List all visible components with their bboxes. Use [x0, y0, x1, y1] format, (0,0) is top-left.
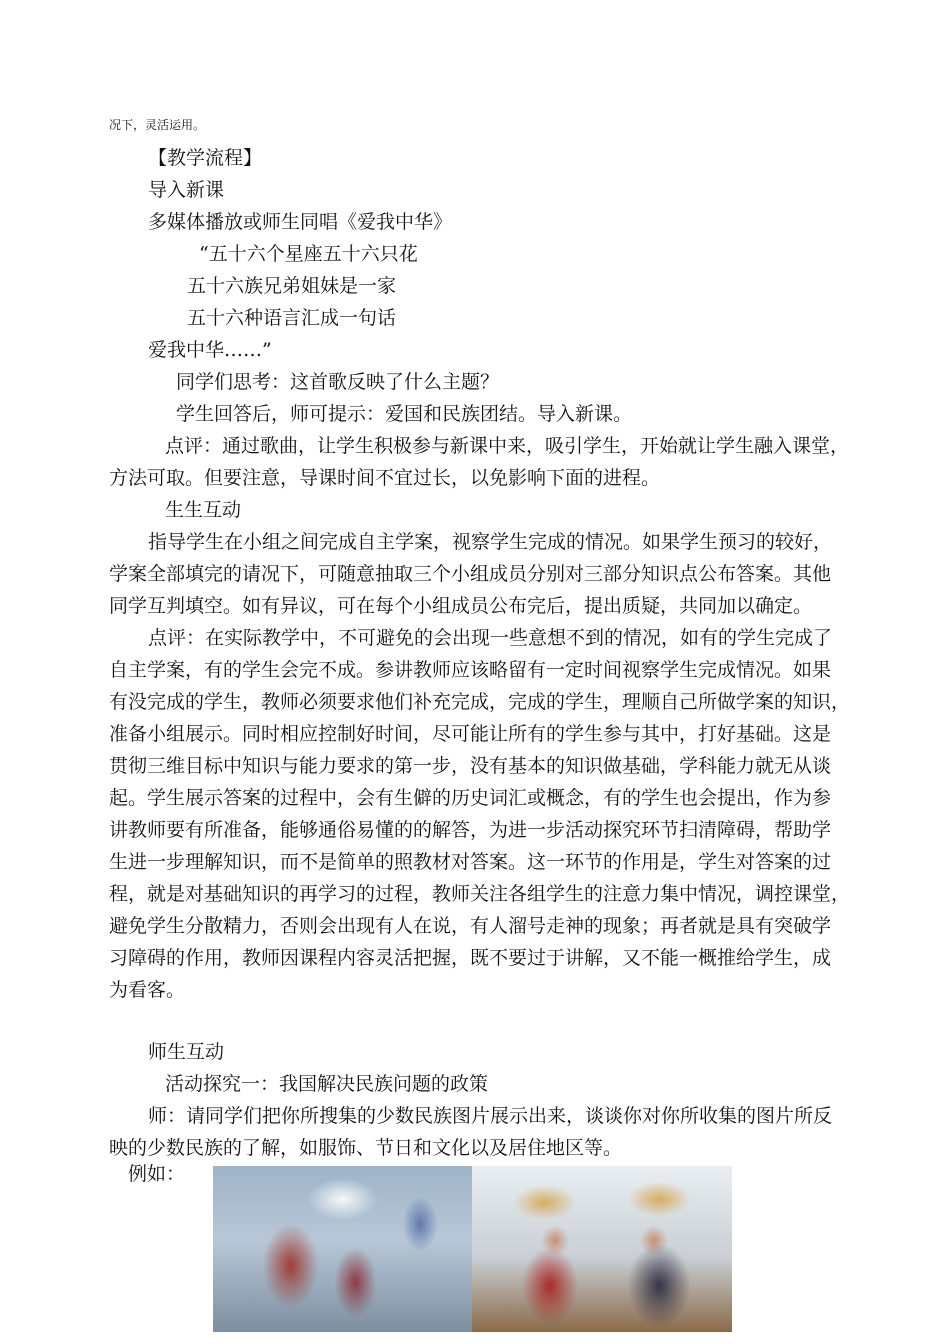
paragraph-line: 避免学生分散精力，否则会出现有人在说，有人溜号走神的现象；再者就是具有突破学	[109, 915, 832, 937]
paragraph-line: 讲教师要有所准备，能够通俗易懂的的解答，为进一步活动探究环节扫清障碍，帮助学	[109, 819, 832, 841]
lyric-line: “五十六个星座五十六只花	[199, 243, 418, 265]
ethnic-costume-photo	[472, 1166, 732, 1332]
paragraph-line: 同学互判填空。如有异议，可在每个小组成员公布完后，提出质疑，共同加以确定。	[109, 595, 813, 617]
subheading-student-interaction: 生生互动	[165, 499, 242, 521]
paragraph-line: 程，就是对基础知识的再学习的过程，教师关注各组学生的注意力集中情况，调控课堂，	[109, 883, 851, 905]
lyric-line: 五十六种语言汇成一句话	[187, 307, 397, 329]
paragraph-line: 映的少数民族的了解，如服饰、节日和文化以及居住地区等。	[109, 1137, 623, 1159]
paragraph-line: 学生回答后，师可提示：爱国和民族团结。导入新课。	[176, 403, 633, 425]
example-label: 例如：	[128, 1163, 186, 1185]
lyric-line: 五十六族兄弟姐妹是一家	[187, 275, 397, 297]
paragraph-line: 自主学案，有的学生会完不成。参讲教师应该略留有一定时间视察学生完成情况。如果	[109, 659, 832, 681]
paragraph-line: 同学们思考：这首歌反映了什么主题？	[176, 371, 500, 393]
paragraph-line: 准备小组展示。同时相应控制好时间，尽可能让所有的学生参与其中，打好基础。这是	[109, 723, 832, 745]
paragraph-line: 为看客。	[109, 979, 186, 1001]
paragraph-line: 指导学生在小组之间完成自主学案，视察学生完成的情况。如果学生预习的较好，	[148, 531, 833, 553]
paragraph-line: 起。学生展示答案的过程中，会有生僻的历史词汇或概念，有的学生也会提出，作为参	[109, 787, 832, 809]
lyric-line: 爱我中华……”	[148, 339, 272, 361]
paragraph-line: 有没完成的学生，教师必须要求他们补充完成，完成的学生，理顺自己所做学案的知识，	[109, 691, 851, 713]
paragraph-line: 方法可取。但要注意，导课时间不宜过长，以免影响下面的进程。	[109, 467, 661, 489]
top-fragment: 况下，灵活运用。	[109, 118, 206, 132]
paragraph-line: 学案全部填完的请况下，可随意抽取三个小组成员分别对三部分知识点公布答案。其他	[109, 563, 832, 585]
paragraph-line: 习障碍的作用，教师因课程内容灵活把握，既不要过于讲解，又不能一概推给学生，成	[109, 947, 832, 969]
subheading-intro: 导入新课	[148, 179, 225, 201]
paragraph-line: 生进一步理解知识，而不是简单的照教材对答案。这一环节的作用是，学生对答案的过	[109, 851, 832, 873]
paragraph-line: 点评：通过歌曲，让学生积极参与新课中来，吸引学生，开始就让学生融入课堂，	[165, 435, 850, 457]
water-festival-photo	[213, 1166, 472, 1332]
paragraph-line: 贯彻三维目标中知识与能力要求的第一步，没有基本的知识做基础，学科能力就无从谈	[109, 755, 832, 777]
section-heading-flow: 【教学流程】	[148, 147, 263, 169]
paragraph-line: 多媒体播放或师生同唱《爱我中华》	[148, 211, 453, 233]
paragraph-line: 点评：在实际教学中，不可避免的会出现一些意想不到的情况，如有的学生完成了	[148, 627, 833, 649]
subheading-teacher-interaction: 师生互动	[148, 1041, 225, 1063]
activity-heading: 活动探究一：我国解决民族问题的政策	[165, 1073, 489, 1095]
paragraph-line: 师：请同学们把你所搜集的少数民族图片展示出来，谈谈你对你所收集的图片所反	[148, 1105, 833, 1127]
